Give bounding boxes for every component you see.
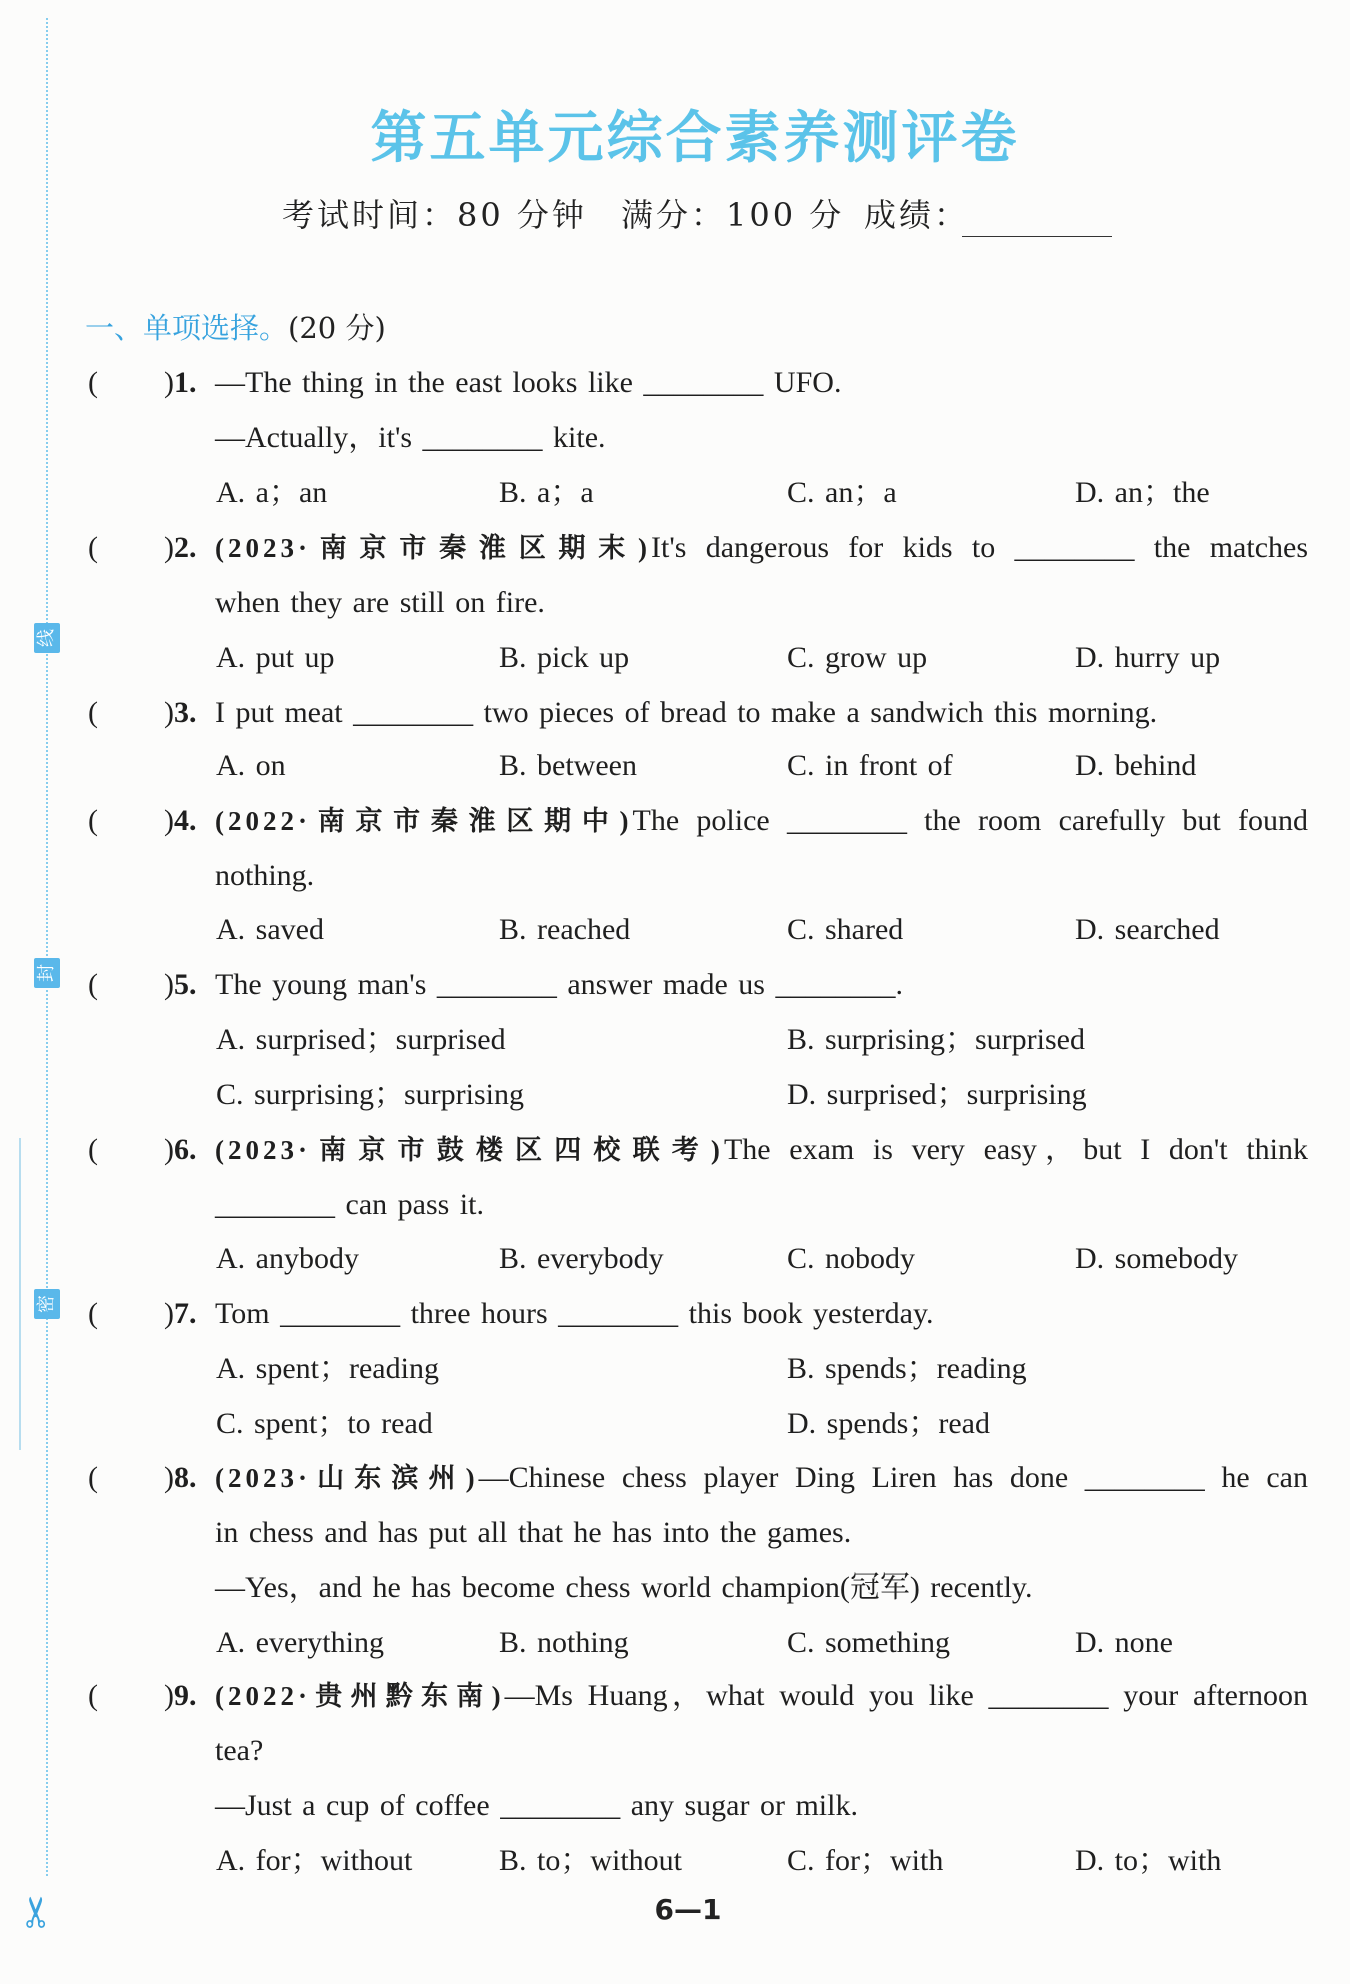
question-number-label: 9. <box>174 1679 197 1712</box>
option-c: C. shared <box>787 913 904 946</box>
option-b: B. between <box>499 749 637 782</box>
option-d: D. hurry up <box>1075 641 1221 674</box>
question-row <box>0 1183 1350 1227</box>
option-a: A. on <box>216 749 286 782</box>
option-b: B. pick up <box>499 641 630 674</box>
option-a: A. surprised；surprised <box>216 1023 506 1056</box>
options-row <box>0 1621 1350 1665</box>
question-number <box>164 1674 197 1718</box>
question-number-label: 4. <box>174 804 197 837</box>
option-a: A. everything <box>216 1626 384 1659</box>
question-number-label: 3. <box>174 696 197 729</box>
option-b: B. reached <box>499 913 631 946</box>
question-stem-line <box>215 799 1308 843</box>
option-a: A. a；an <box>216 476 328 509</box>
option-a: A. spent；reading <box>216 1352 439 1385</box>
question-number <box>164 526 197 570</box>
question-stem-line <box>215 526 1308 570</box>
answer-bracket-close: ) <box>164 696 174 729</box>
question-stem-text: The police ________ the room carefully but found <box>632 804 1308 837</box>
options-row <box>0 1073 1350 1117</box>
page-title: 第五单元综合素养测评卷 <box>370 105 1020 171</box>
option-c: C. in front of <box>787 749 953 782</box>
option-c: C. surprising；surprising <box>216 1078 525 1111</box>
section-heading <box>85 306 386 350</box>
answer-bracket-open: ( <box>88 804 98 837</box>
option-c: C. nobody <box>787 1242 916 1275</box>
answer-bracket-open: ( <box>88 968 98 1001</box>
answer-bracket-close: ) <box>164 968 174 1001</box>
answer-bracket-open: ( <box>88 366 98 399</box>
options-row <box>0 908 1350 952</box>
question-number <box>164 963 197 1007</box>
options-row <box>0 1402 1350 1446</box>
question-stem-line: tea? <box>215 1734 264 1767</box>
option-d: D. to；with <box>1075 1844 1222 1877</box>
question-stem-line: when they are still on fire. <box>215 586 545 619</box>
question-number <box>164 799 197 843</box>
options-row <box>0 744 1350 788</box>
option-d: D. none <box>1075 1626 1173 1659</box>
answer-bracket-open: ( <box>88 531 98 564</box>
options-row <box>0 1347 1350 1391</box>
question-row <box>0 1128 1350 1172</box>
question-stem-line <box>215 1456 1308 1500</box>
question-number <box>164 691 197 735</box>
option-a: A. for；without <box>216 1844 413 1877</box>
answer-bracket-open: ( <box>88 1133 98 1166</box>
question-row <box>0 691 1350 735</box>
options-row <box>0 636 1350 680</box>
question-number-label: 2. <box>174 531 197 564</box>
options-row <box>0 1237 1350 1281</box>
answer-bracket-open: ( <box>88 1297 98 1330</box>
question-number <box>164 1456 197 1500</box>
option-d: D. behind <box>1075 749 1197 782</box>
question-source: (2023·山东滨州) <box>215 1463 479 1493</box>
option-d: D. searched <box>1075 913 1220 946</box>
answer-bracket-open: ( <box>88 1461 98 1494</box>
score-label: 成绩： <box>864 196 970 234</box>
question-source: (2022·南京市秦淮区期中) <box>215 806 633 836</box>
question-number-label: 1. <box>174 366 197 399</box>
question-row <box>0 1674 1350 1718</box>
option-a: A. saved <box>216 913 324 946</box>
question-stem-line: ________ can pass it. <box>215 1188 484 1221</box>
option-c: C. spent；to read <box>216 1407 433 1440</box>
question-number <box>164 1128 197 1172</box>
question-row <box>0 799 1350 843</box>
option-c: C. for；with <box>787 1844 944 1877</box>
answer-bracket-close: ) <box>164 1133 174 1166</box>
question-source: (2023·南京市鼓楼区四校联考) <box>215 1135 724 1165</box>
question-number <box>164 1292 197 1336</box>
option-c: C. grow up <box>787 641 928 674</box>
question-row <box>0 1511 1350 1555</box>
full-score: 满分：100 分 <box>621 196 845 234</box>
question-stem-text: —Chinese chess player Ding Liren has done ________ he can <box>478 1461 1308 1494</box>
answer-bracket-close: ) <box>164 1461 174 1494</box>
option-b: B. surprising；surprised <box>787 1023 1085 1056</box>
question-stem-line: in chess and has put all that he has into the games. <box>215 1516 852 1549</box>
question-row <box>0 1456 1350 1500</box>
answer-bracket-close: ) <box>164 804 174 837</box>
question-stem-text: —Ms Huang，what would you like ________ your afternoon <box>504 1679 1308 1712</box>
question-row <box>0 1784 1350 1828</box>
section-title: 一、单项选择。 <box>85 311 289 345</box>
question-stem-line: —Yes，and he has become chess world champion(冠军) recently. <box>215 1571 1033 1604</box>
question-stem-line: —The thing in the east looks like ________ UFO. <box>215 366 842 399</box>
answer-bracket-close: ) <box>164 531 174 564</box>
question-row <box>0 854 1350 898</box>
answer-bracket-close: ) <box>164 1297 174 1330</box>
binding-label-text: 封 <box>36 964 57 982</box>
question-stem-line <box>215 1674 1308 1718</box>
option-c: C. something <box>787 1626 951 1659</box>
option-b: B. to；without <box>499 1844 683 1877</box>
question-row <box>0 361 1350 405</box>
scissors-icon <box>13 1888 61 1936</box>
question-stem-line: The young man's ________ answer made us ________. <box>215 968 903 1001</box>
option-d: D. somebody <box>1075 1242 1238 1275</box>
question-number-label: 8. <box>174 1461 197 1494</box>
answer-bracket-open: ( <box>88 696 98 729</box>
question-row <box>0 581 1350 625</box>
options-row <box>0 1839 1350 1883</box>
question-number <box>164 361 197 405</box>
question-number-label: 6. <box>174 1133 197 1166</box>
question-row <box>0 526 1350 570</box>
option-a: A. anybody <box>216 1242 359 1275</box>
options-row <box>0 471 1350 515</box>
binding-label-text: 密 <box>36 1295 57 1313</box>
page-number: 6—1 <box>654 1893 722 1926</box>
question-stem-line: nothing. <box>215 859 315 892</box>
question-row <box>0 1729 1350 1773</box>
question-stem-line <box>215 1128 1308 1172</box>
option-b: B. nothing <box>499 1626 629 1659</box>
question-source: (2023·南京市秦淮区期末) <box>215 533 652 563</box>
question-row <box>0 963 1350 1007</box>
question-number-label: 7. <box>174 1297 197 1330</box>
option-c: C. an；a <box>787 476 897 509</box>
question-stem-line: I put meat ________ two pieces of bread to make a sandwich this morning. <box>215 696 1158 729</box>
option-d: D. spends；read <box>787 1407 990 1440</box>
section-points: (20 分) <box>288 311 386 345</box>
question-row <box>0 1566 1350 1610</box>
options-row <box>0 1018 1350 1062</box>
answer-bracket-close: ) <box>164 366 174 399</box>
question-stem-text: It's dangerous for kids to ________ the matches <box>651 531 1308 564</box>
question-row <box>0 1292 1350 1336</box>
option-d: D. surprised；surprising <box>787 1078 1087 1111</box>
option-b: B. spends；reading <box>787 1352 1027 1385</box>
answer-bracket-close: ) <box>164 1679 174 1712</box>
option-a: A. put up <box>216 641 335 674</box>
exam-time: 考试时间：80 分钟 <box>282 196 587 234</box>
question-row <box>0 416 1350 460</box>
question-source: (2022·贵州黔东南) <box>215 1681 505 1711</box>
option-b: B. everybody <box>499 1242 664 1275</box>
score-blank <box>962 206 1112 237</box>
question-number-label: 5. <box>174 968 197 1001</box>
answer-bracket-open: ( <box>88 1679 98 1712</box>
question-stem-line: —Just a cup of coffee ________ any sugar or milk. <box>215 1789 858 1822</box>
question-stem-line: Tom ________ three hours ________ this book yesterday. <box>215 1297 934 1330</box>
option-d: D. an；the <box>1075 476 1210 509</box>
option-b: B. a；a <box>499 476 594 509</box>
question-stem-text: The exam is very easy，but I don't think <box>723 1133 1308 1166</box>
binding-label-text: 线 <box>36 629 57 647</box>
question-stem-line: —Actually，it's ________ kite. <box>215 421 606 454</box>
